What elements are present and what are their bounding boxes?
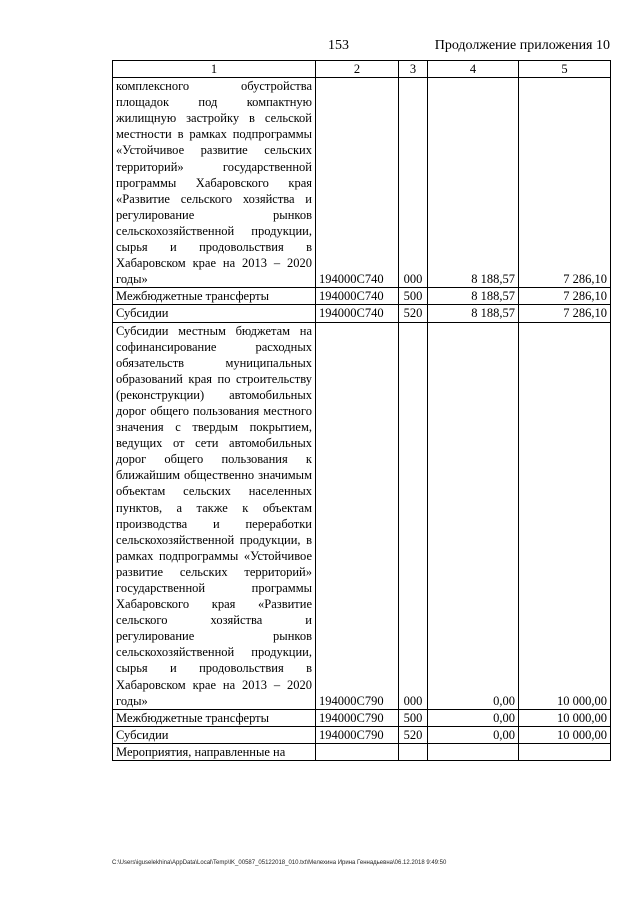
expense-type-code: 520	[399, 726, 428, 743]
target-article-code: 194000С790	[316, 709, 399, 726]
amount-column-5: 10 000,00	[519, 709, 611, 726]
target-article-code: 194000С740	[316, 305, 399, 322]
amount-column-4: 8 188,57	[428, 305, 519, 322]
table-row	[113, 322, 611, 709]
row-name: Субсидии местным бюджетам на софинансирование расходных обязательств муниципальных образований края по строительству (реконструкции) автомобильных дорог общего пользования местного значения с твердым покрытием, ведущих от сети автомобильных дорог общего пользования к ближайшим общественно значимым объектам сельских населенных пунктов, а также к объектам производства и переработки сельскохозяйственной продукции, в рамках подпрограммы «Устойчивое развитие сельских территорий» государственной программы Хабаровского края «Развитие сельского хозяйства и регулирование рынков сельскохозяйственной продукции, сырья и продовольствия в Хабаровском крае на 2013 – 2020 годы»	[113, 322, 316, 709]
amount-column-4: 0,00	[428, 726, 519, 743]
column-header: 1	[113, 61, 316, 78]
amount-column-4: 8 188,57	[428, 78, 519, 288]
amount-column-4: 0,00	[428, 322, 519, 709]
amount-column-5: 7 286,10	[519, 305, 611, 322]
expense-type-code: 000	[399, 78, 428, 288]
column-header: 4	[428, 61, 519, 78]
table-row	[113, 709, 611, 726]
row-name: Межбюджетные трансферты	[113, 288, 316, 305]
target-article-code: 194000С740	[316, 288, 399, 305]
file-path-footer: C:\Users\iguselekhina\AppData\Local\Temp\IK_00587_05122018_010.txt\Мелехина Ирина Геннадьевна\06.12.2018 9:49:50	[112, 860, 447, 866]
table-row	[113, 743, 611, 760]
amount-column-4: 0,00	[428, 709, 519, 726]
row-name: Субсидии	[113, 726, 316, 743]
amount-column-4: 8 188,57	[428, 288, 519, 305]
expense-type-code	[399, 743, 428, 760]
amount-column-5	[519, 743, 611, 760]
target-article-code: 194000С790	[316, 726, 399, 743]
target-article-code: 194000С740	[316, 78, 399, 288]
table-row	[113, 288, 611, 305]
column-header: 5	[519, 61, 611, 78]
expense-type-code: 000	[399, 322, 428, 709]
row-name: Мероприятия, направленные на	[113, 743, 316, 760]
table-row	[113, 78, 611, 288]
expense-type-code: 500	[399, 288, 428, 305]
amount-column-5: 10 000,00	[519, 726, 611, 743]
amount-column-5: 7 286,10	[519, 288, 611, 305]
column-header: 3	[399, 61, 428, 78]
amount-column-5: 10 000,00	[519, 322, 611, 709]
expense-type-code: 520	[399, 305, 428, 322]
amount-column-5: 7 286,10	[519, 78, 611, 288]
table-row	[113, 305, 611, 322]
target-article-code	[316, 743, 399, 760]
appendix-continuation-label: Продолжение приложения 10	[434, 38, 610, 53]
table-row	[113, 726, 611, 743]
page-number: 153	[328, 38, 349, 53]
expense-type-code: 500	[399, 709, 428, 726]
budget-table	[112, 60, 611, 761]
row-name: Межбюджетные трансферты	[113, 709, 316, 726]
row-name: комплексного обустройства площадок под компактную жилищную застройку в сельской местности в рамках подпрограммы «Устойчивое развитие сельских территорий» государственной программы Хабаровского края «Развитие сельского хозяйства и регулирование рынков сельскохозяйственной продукции, сырья и продовольствия в Хабаровском крае на 2013 – 2020 годы»	[113, 78, 316, 288]
amount-column-4	[428, 743, 519, 760]
column-header: 2	[316, 61, 399, 78]
table-header-row	[113, 61, 611, 78]
row-name: Субсидии	[113, 305, 316, 322]
target-article-code: 194000С790	[316, 322, 399, 709]
